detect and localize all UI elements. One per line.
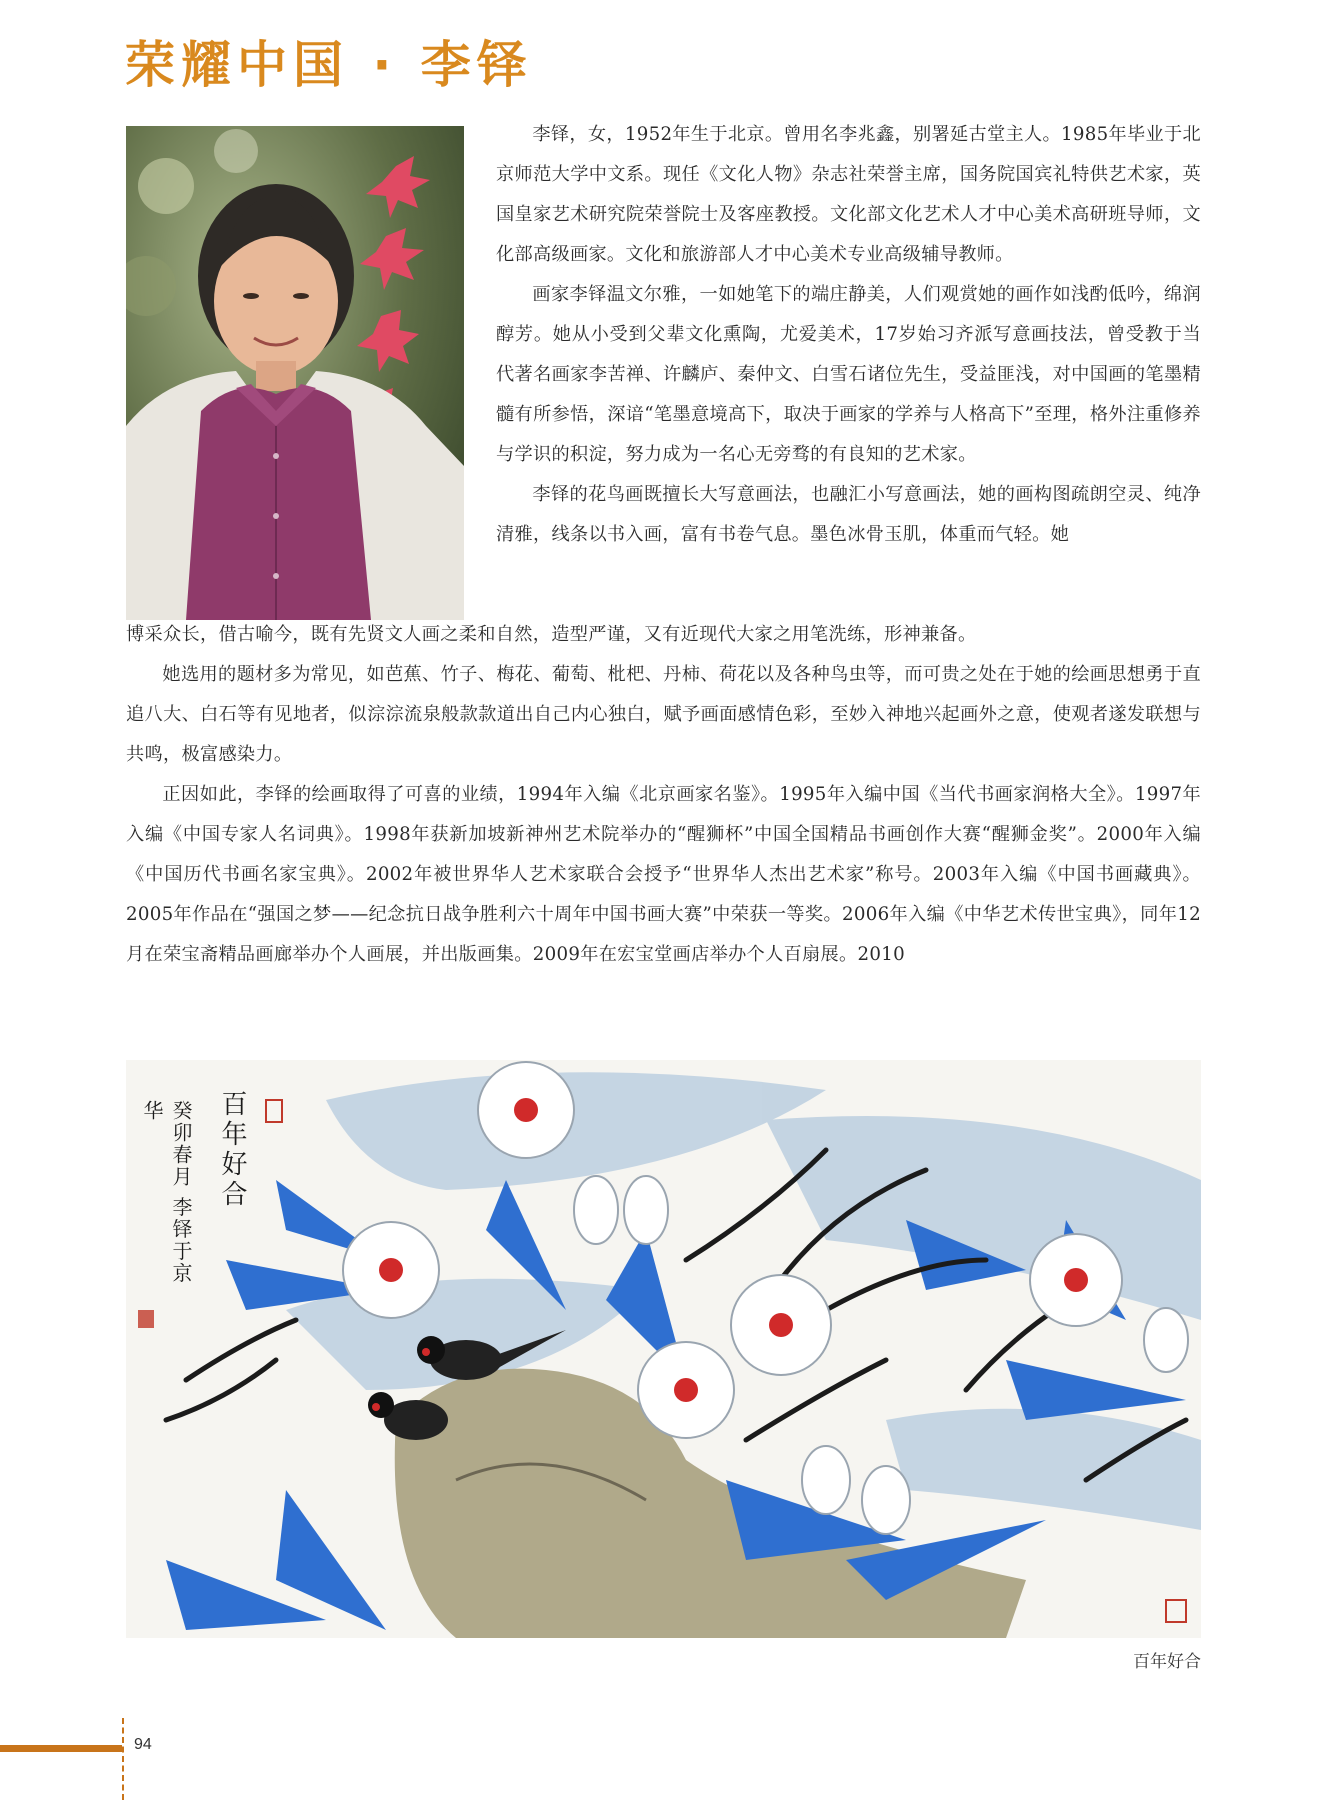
page-title: 荣耀中国 · 李铎 <box>125 36 533 94</box>
painting-inscription-signature: 癸卯春月 李铎于京华 <box>140 1100 193 1285</box>
painting-caption: 百年好合 <box>1133 1652 1201 1672</box>
paragraph-subjects: 她选用的题材多为常见，如芭蕉、竹子、梅花、葡萄、枇杷、丹柿、荷花以及各种鸟虫等，而可贵之处在于她的绘画思想勇于直追八大、白石等有见地者，似淙淙流泉般款款道出自己内心独白，赋予画面感情色彩，至妙入神地兴起画外之意，使观者遂发联想与共鸣，极富感染力。 <box>126 664 1201 765</box>
article-intro-column <box>496 115 1201 555</box>
article-full-width-column <box>126 615 1201 975</box>
paragraph-technique-continued: 博采众长，借古喻今，既有先贤文人画之柔和自然，造型严谨，又有近现代大家之用笔洗练，形神兼备。 <box>126 624 977 645</box>
paragraph-bio: 李铎，女，1952年生于北京。曾用名李兆鑫，别署延古堂主人。1985年毕业于北京师范大学中文系。现任《文化人物》杂志社荣誉主席，国务院国宾礼特供艺术家，英国皇家艺术研究院荣誉院士及客座教授。文化部文化艺术人才中心美术高研班导师，文化部高级画家。文化和旅游部人才中心美术专业高级辅导教师。 <box>496 124 1201 265</box>
footer-divider <box>122 1718 124 1800</box>
paragraph-style: 画家李铎温文尔雅，一如她笔下的端庄静美，人们观赏她的画作如浅酌低吟，绵润醇芳。她从小受到父辈文化熏陶，尤爱美术，17岁始习齐派写意画技法，曾受教于当代著名画家李苦禅、许麟庐、秦仲文、白雪石诸位先生，受益匪浅，对中国画的笔墨精髓有所参悟，深谙“笔墨意境高下，取决于画家的学养与人格高下”至理，格外注重修养与学识的积淀，努力成为一名心无旁骛的有良知的艺术家。 <box>496 284 1201 465</box>
paragraph-technique: 李铎的花鸟画既擅长大写意画法，也融汇小写意画法，她的画构图疏朗空灵、纯净清雅，线条以书入画，富有书卷气息。墨色冰骨玉肌，体重而气轻。她 <box>496 484 1201 545</box>
artist-portrait <box>126 126 464 620</box>
painting-image <box>126 1060 1201 1638</box>
painting-inscription-title: 百年好合 <box>217 1090 247 1210</box>
page-number: 94 <box>134 1736 152 1753</box>
footer-accent-bar <box>0 1745 122 1752</box>
paragraph-achievements: 正因如此，李铎的绘画取得了可喜的业绩，1994年入编《北京画家名鉴》。1995年入编中国《当代书画家润格大全》。1997年入编《中国专家人名词典》。1998年获新加坡新神州艺术院举办的“醒狮杯”中国全国精品书画创作大赛“醒狮金奖”。2000年入编《中国历代书画名家宝典》。2002年被世界华人艺术家联合会授予“世界华人杰出艺术家”称号。2003年入编《中国书画藏典》。2005年作品在“强国之梦——纪念抗日战争胜利六十周年中国书画大赛”中荣获一等奖。2006年入编《中华艺术传世宝典》，同年12月在荣宝斋精品画廊举办个人画展，并出版画集。2009年在宏宝堂画店举办个人百扇展。2010 <box>126 784 1201 965</box>
